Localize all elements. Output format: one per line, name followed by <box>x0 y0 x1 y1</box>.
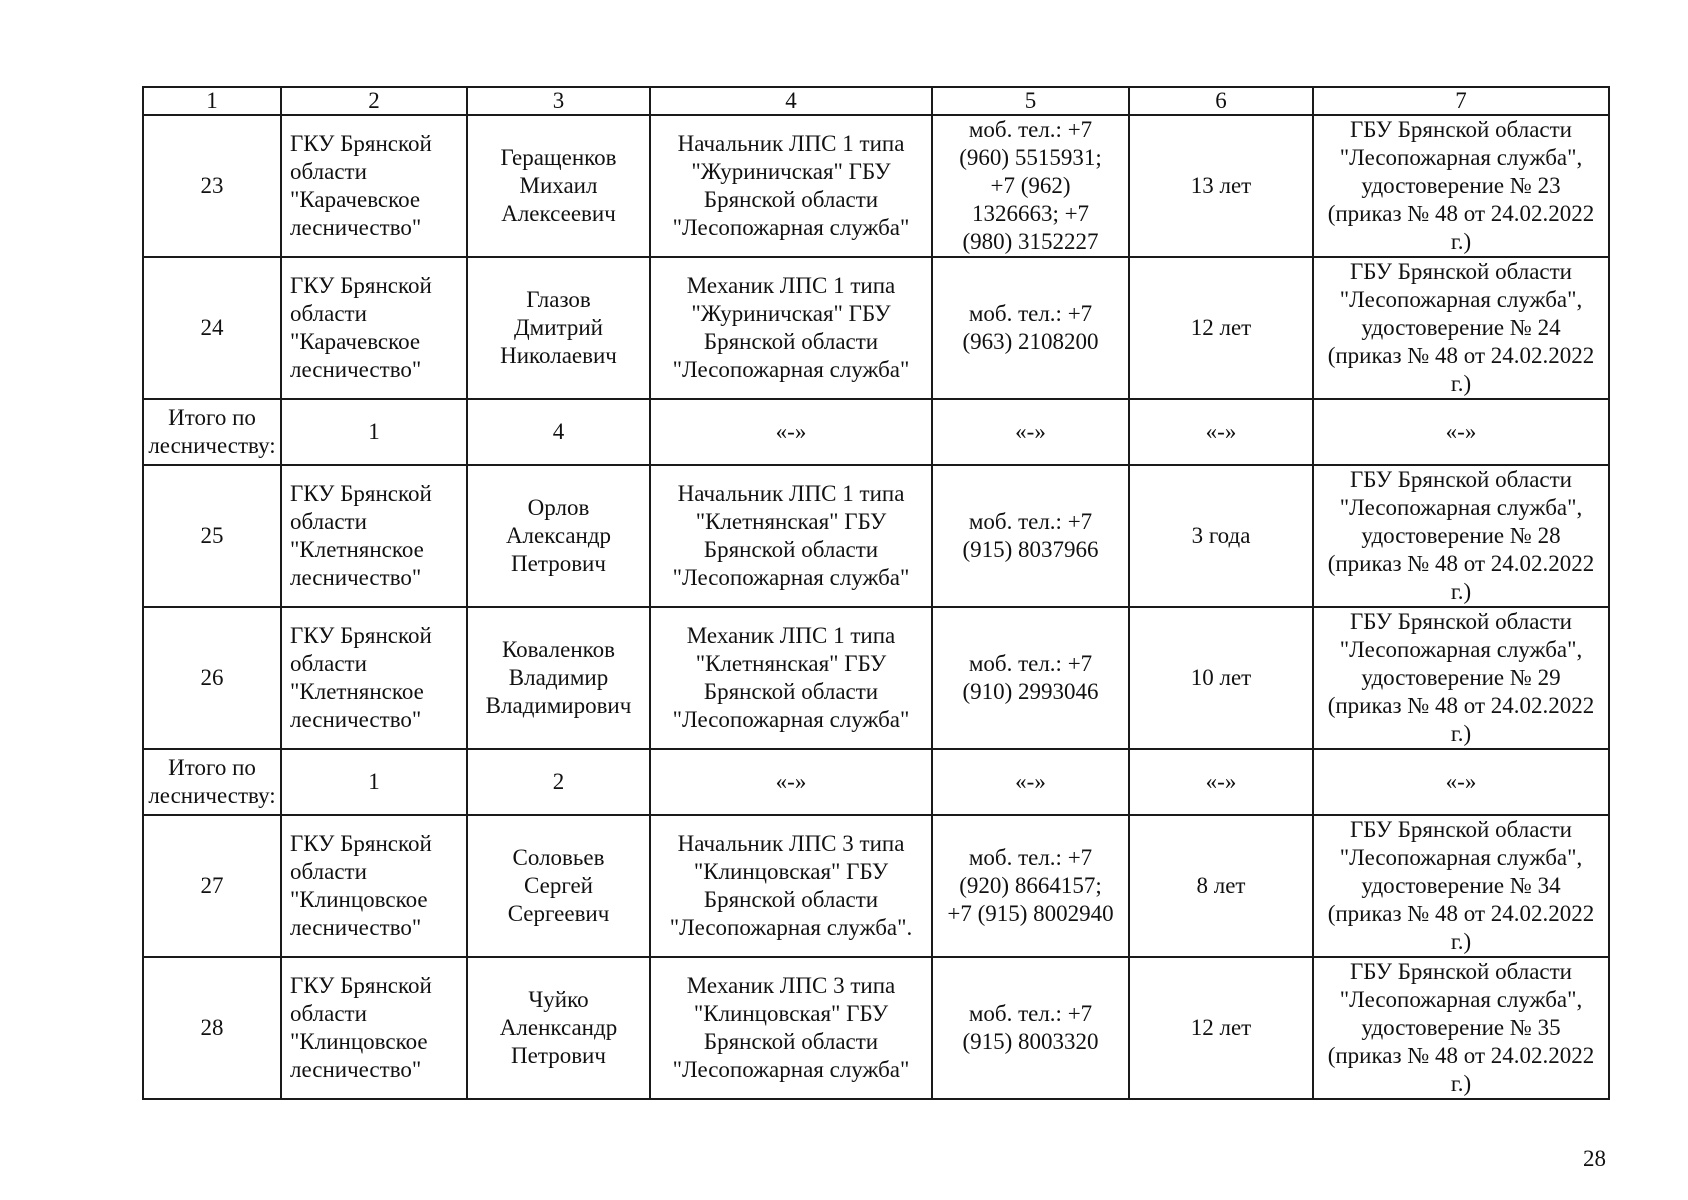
table-row <box>143 815 1609 957</box>
experience-cell: 12 лет <box>1129 957 1313 1099</box>
personnel-table <box>142 86 1610 1100</box>
position-cell: Начальник ЛПС 1 типа "Журиничская" ГБУ Брянской области "Лесопожарная служба" <box>650 115 932 257</box>
page-number: 28 <box>1583 1146 1606 1171</box>
full-name-cell: Глазов Дмитрий Николаевич <box>467 257 650 399</box>
experience-cell: 13 лет <box>1129 115 1313 257</box>
certificate-cell: ГБУ Брянской области "Лесопожарная служба", удостоверение № 28 (приказ № 48 от 24.02.2022 г.) <box>1313 465 1609 607</box>
total-label-cell: Итого по лесничеству: <box>143 399 281 465</box>
position-cell: Начальник ЛПС 3 типа "Клинцовская" ГБУ Брянской области "Лесопожарная служба". <box>650 815 932 957</box>
row-number-cell: 25 <box>143 465 281 607</box>
total-row <box>143 399 1609 465</box>
phone-cell: моб. тел.: +7 (915) 8003320 <box>932 957 1129 1099</box>
full-name-cell: Чуйко Аленксандр Петрович <box>467 957 650 1099</box>
row-number-cell: 27 <box>143 815 281 957</box>
header-cell: 3 <box>467 87 650 115</box>
header-cell: 1 <box>143 87 281 115</box>
table-body <box>143 87 1609 1099</box>
header-cell: 6 <box>1129 87 1313 115</box>
certificate-cell: ГБУ Брянской области "Лесопожарная служба", удостоверение № 34 (приказ № 48 от 24.02.2022 г.) <box>1313 815 1609 957</box>
organization-cell: ГКУ Брянской области "Карачевское лесничество" <box>281 115 467 257</box>
organization-cell: ГКУ Брянской области "Клинцовское лесничество" <box>281 957 467 1099</box>
total-row <box>143 749 1609 815</box>
total-label-cell: Итого по лесничеству: <box>143 749 281 815</box>
total-value-cell: «-» <box>650 749 932 815</box>
total-value-cell: 1 <box>281 399 467 465</box>
phone-cell: моб. тел.: +7 (910) 2993046 <box>932 607 1129 749</box>
table-row <box>143 257 1609 399</box>
total-value-cell: «-» <box>1129 399 1313 465</box>
total-value-cell: 1 <box>281 749 467 815</box>
total-value-cell: «-» <box>650 399 932 465</box>
total-value-cell: «-» <box>932 399 1129 465</box>
full-name-cell: Соловьев Сергей Сергеевич <box>467 815 650 957</box>
table-row <box>143 465 1609 607</box>
position-cell: Механик ЛПС 1 типа "Журиничская" ГБУ Брянской области "Лесопожарная служба" <box>650 257 932 399</box>
total-value-cell: «-» <box>932 749 1129 815</box>
certificate-cell: ГБУ Брянской области "Лесопожарная служба", удостоверение № 35 (приказ № 48 от 24.02.2022 г.) <box>1313 957 1609 1099</box>
total-value-cell: 4 <box>467 399 650 465</box>
row-number-cell: 23 <box>143 115 281 257</box>
phone-cell: моб. тел.: +7 (963) 2108200 <box>932 257 1129 399</box>
table-row <box>143 607 1609 749</box>
certificate-cell: ГБУ Брянской области "Лесопожарная служба", удостоверение № 29 (приказ № 48 от 24.02.2022 г.) <box>1313 607 1609 749</box>
phone-cell: моб. тел.: +7 (960) 5515931; +7 (962) 1326663; +7 (980) 3152227 <box>932 115 1129 257</box>
total-value-cell: «-» <box>1129 749 1313 815</box>
experience-cell: 8 лет <box>1129 815 1313 957</box>
organization-cell: ГКУ Брянской области "Клетнянское лесничество" <box>281 607 467 749</box>
phone-cell: моб. тел.: +7 (920) 8664157; +7 (915) 8002940 <box>932 815 1129 957</box>
full-name-cell: Коваленков Владимир Владимирович <box>467 607 650 749</box>
table-row <box>143 957 1609 1099</box>
row-number-cell: 24 <box>143 257 281 399</box>
position-cell: Механик ЛПС 3 типа "Клинцовская" ГБУ Брянской области "Лесопожарная служба" <box>650 957 932 1099</box>
organization-cell: ГКУ Брянской области "Клетнянское лесничество" <box>281 465 467 607</box>
position-cell: Механик ЛПС 1 типа "Клетнянская" ГБУ Брянской области "Лесопожарная служба" <box>650 607 932 749</box>
header-row <box>143 87 1609 115</box>
header-cell: 7 <box>1313 87 1609 115</box>
experience-cell: 12 лет <box>1129 257 1313 399</box>
position-cell: Начальник ЛПС 1 типа "Клетнянская" ГБУ Брянской области "Лесопожарная служба" <box>650 465 932 607</box>
header-cell: 2 <box>281 87 467 115</box>
row-number-cell: 28 <box>143 957 281 1099</box>
experience-cell: 3 года <box>1129 465 1313 607</box>
experience-cell: 10 лет <box>1129 607 1313 749</box>
certificate-cell: ГБУ Брянской области "Лесопожарная служба", удостоверение № 24 (приказ № 48 от 24.02.2022 г.) <box>1313 257 1609 399</box>
total-value-cell: «-» <box>1313 749 1609 815</box>
organization-cell: ГКУ Брянской области "Карачевское лесничество" <box>281 257 467 399</box>
header-cell: 5 <box>932 87 1129 115</box>
certificate-cell: ГБУ Брянской области "Лесопожарная служба", удостоверение № 23 (приказ № 48 от 24.02.2022 г.) <box>1313 115 1609 257</box>
header-cell: 4 <box>650 87 932 115</box>
total-value-cell: 2 <box>467 749 650 815</box>
full-name-cell: Геращенков Михаил Алексеевич <box>467 115 650 257</box>
organization-cell: ГКУ Брянской области "Клинцовское лесничество" <box>281 815 467 957</box>
total-value-cell: «-» <box>1313 399 1609 465</box>
table-row <box>143 115 1609 257</box>
row-number-cell: 26 <box>143 607 281 749</box>
phone-cell: моб. тел.: +7 (915) 8037966 <box>932 465 1129 607</box>
full-name-cell: Орлов Александр Петрович <box>467 465 650 607</box>
